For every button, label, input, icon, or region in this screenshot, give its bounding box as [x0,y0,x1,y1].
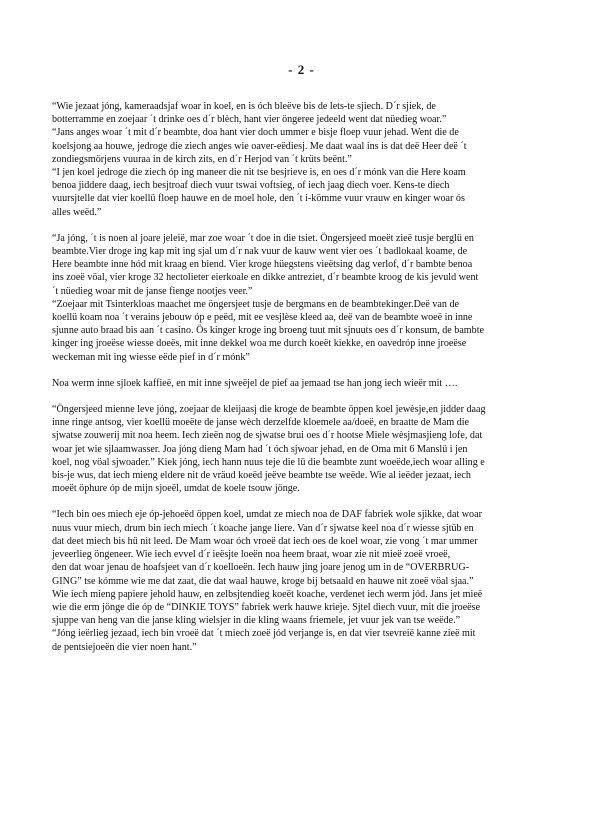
paragraph-gap [52,495,572,508]
text-line: “Wie jezaat jóng, kameraadsjaf woar in koel, en is óch bleëve bis de lets-te sjiech. D´r sjiek, de [52,101,436,112]
paragraph-1 [52,100,572,219]
text-line: koelsjong aa houwe, jedroge die ziech anges wie oaver-eëdiesj. Me daat waal ins is dat deë Heer deë ´t [52,140,467,152]
text-line: Wie iech mieng papiere jehold hauw, en zelbsjtendieg koeët koache, verdenet iech werm jód. Jans jet mieë [52,588,483,600]
text-line: beambte.Vier droge ing kap mit ing sjal um d´r nak vuur de kauw went vier oes ´t badlokaal koame, de [52,246,468,258]
paragraph-gap [52,219,572,232]
text-line: botterramme en zoejaar ´t drinke oes d´r blèch, hant vier öngeree jedeeld went dat nüedieg woar.” [52,114,447,126]
page-number: - 2 - [288,62,315,77]
text-line: Here beambte inne hód mit kraag en biend. Vier kroge hüegstens vieëtsing dag verlof, d´r bambte benoa [52,259,473,271]
text-line: “Iech bin oes miech eje óp-jehoeëd öppen koel, umdat ze miech noa de DAF fabriek wole sjikke, dat woar [52,509,482,521]
text-line: alles weëd.” [52,206,102,218]
text-line: kinger ing jroeëse wiesse doeës, mit inne dekkel woa me durch koeët kiekke, en oavedróp inne jroeëse [52,338,467,350]
text-line: koellü koam noa ´t verains jebouw óp e peëd, mit ee vesjlèse kleed aa, deë van de beambte woeë in inne [52,312,473,324]
paragraph-gap [52,390,572,403]
paragraph-gap [52,364,572,377]
text-line: woar jet wie sjlaamwasser. Joa jóng dieng Mam had ´t óch sjwoar jehad, en de Oma mit 6 Manslü i jen [52,443,468,455]
text-line: den dat woar jenau de hoafsjeet van d´r koelloeën. Iech hauw jing joare jenog um in de “OVERBRUG- [52,562,470,574]
text-line: zondiegsmörjens vuuraa in de kirch zits, en d´r Herjod van ´t krüts beënt.” [52,153,352,165]
paragraph-2 [52,232,572,364]
text-line: de pentsiejoeën die vier noen hant.” [52,641,197,653]
text-line: “Jóng ieërlieg jezaad, iech bin vroeë dat ´t miech zoeë jód verjange is, en dat vier tsevreië kanne zieë mit [52,628,476,640]
text-line: dat deet miech bis hü nit leed. De Mam woar óch vroeë dat iech oes de koel woar, zie vong ´t mar ummer [52,535,478,547]
paragraph-4 [52,403,572,495]
paragraph-5 [52,508,572,653]
text-line: weckeman mit ing wiesse eëde pief in d´r mónk” [52,351,250,363]
text-line: “Ja jóng, ´t is noen al joare jeleië, mar zoe woar ´t doe in die tsiet. Öngersjeed moeët zieë tusje berglü en [52,232,474,244]
text-line: “Öngersjeed mienne leve jóng, zoejaar de kleijaasj die kroge de beambte öppen koel jewèsje,en jidder daag [52,404,486,416]
text-line: “Zoejaar mit Tsinterkloas maachet me öngersjeet tusje de bergmans en de beambtekinger.Deë van de [52,298,460,310]
text-line: GING” tse kómme wie me dat zaat, die dat waal hauwe, kroge bij betsaald en hauwe nit zoeë vöal sjaa.” [52,575,474,587]
text-line: vuursjtelle dat vier koellü floep hauwe en de moel hole, den ´t i-kömme vuur vrauw en kinger woar ós [52,193,465,205]
document-body [52,100,572,654]
text-line: “Jans anges woar ´t mit d´r beambte, doa hant vier doch ummer e bisje floep vuur jehad. Went die de [52,127,459,139]
paragraph-3 [52,377,572,390]
text-line: sjuppe van heng van die janse kling wielsjer in die kling waans friemele, jet vuur jek van tse weëde.” [52,615,461,627]
text-line: nuus vuur miech, drum bin iech miech ´t koache jange liere. Van d´r sjwatse keel noa d´r wiesse sjtüb en [52,522,474,534]
text-line: sjwatse zouwerij mit noa heem. Iech zieën nog de sjwatse brui oes d´r hootse Miele wèsjmasjieng lofe, dat [52,430,483,442]
text-line: moeët öphure óp de mijn sjoeël, umdat de koele tsouw jönge. [52,483,300,495]
text-line: wie die erm jönge die óp de “DINKIE TOYS” fabriek werk hauwe krieje. Sjtel diech vuur, mit die jroeëse [52,601,481,613]
text-line: ins zoeë vöal, vier kroge 32 hectolieter eierkoale en dikke antreziet, d´r beambte kroog de kis jevuld went [52,272,479,284]
text-line: sjunne auto braad bis aan ´t casino. Ös kinger kroge ing broeng tuut mit sjnuuts oes d´r konsum, de bambte [52,325,484,337]
text-line: benoa jiddere daag, iech besjtroaf diech vuur tswai voftsieg, of iech jaag diech voer. Kens-te diech [52,180,450,192]
text-line: bis-je wus, dat iech mieng eldere nit de vräud koeëd jeëve beambte tse weëde. Wie al ieëder jezaat, iech [52,470,471,482]
text-line: koel, nog vöal sjwoader.” Kiek jóng, iech hann nuus teje die lü die beambte zunt woeëde,iech woar alling e [52,456,485,468]
text-line: inne ringe antsog, vier koellü moeëte de janse wèch derzelfde kloemele aa/doeë, en braatte de Mam die [52,417,470,429]
text-line: Noa werm inne sjloek kaffieë, en mit inne sjweëjel de pief aa jemaad tse han jong iech wieër mit …. [52,377,458,389]
text-line: ´t nüedieg woar mit de janse fienge nootjes veer.” [52,285,253,297]
text-line: jeveerlieg öngeneer. Wie iech evvel d´r ieësjte loeën noa heem braat, woar zie nit mieë zoeë vroeë, [52,549,451,561]
text-line: “I jen koel jedroge die ziech óp ing maneer die nit tse besjrieve is, en oes d´r mónk van die Here koam [52,167,466,179]
